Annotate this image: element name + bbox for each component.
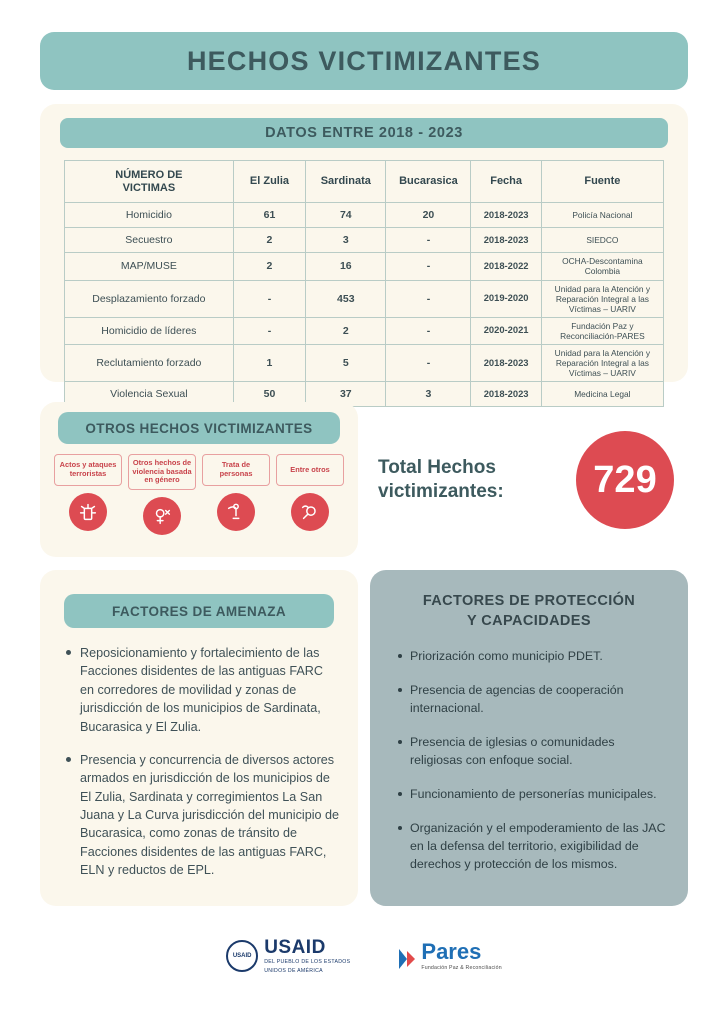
cell-sardinata: 2 <box>306 317 386 344</box>
otros-hechos-item-otros <box>276 454 344 535</box>
cell-bucarasica: - <box>386 228 471 253</box>
col-header-bucarasica: Bucarasica <box>386 161 471 203</box>
total-hechos-label-line2: victimizantes: <box>378 481 504 502</box>
table-row <box>65 253 664 280</box>
page-title: HECHOS VICTIMIZANTES <box>186 45 541 76</box>
total-hechos-block <box>378 430 688 530</box>
col-header-fecha: Fecha <box>471 161 541 203</box>
explosion-icon <box>69 493 107 531</box>
pares-mark-icon <box>396 947 418 971</box>
row-label: Desplazamiento forzado <box>65 280 234 317</box>
victims-table-body <box>65 203 664 407</box>
data-card-header <box>60 118 668 148</box>
otros-hechos-item-genero <box>128 454 196 535</box>
list-item: Priorización como municipio PDET. <box>398 648 666 666</box>
cell-sardinata: 74 <box>306 203 386 228</box>
cell-sardinata: 16 <box>306 253 386 280</box>
total-hechos-badge <box>576 431 674 529</box>
cell-fuente: OCHA-Descontamina Colombia <box>541 253 663 280</box>
table-row <box>65 228 664 253</box>
usaid-sub-line2: UNIDOS DE AMÉRICA <box>264 967 323 974</box>
search-others-icon <box>291 493 329 531</box>
cell-fecha: 2018-2023 <box>471 344 541 381</box>
cell-sardinata: 37 <box>306 382 386 407</box>
cell-fuente: SIEDCO <box>541 228 663 253</box>
cell-fecha: 2018-2023 <box>471 228 541 253</box>
row-label: Homicidio de líderes <box>65 317 234 344</box>
cell-el-zulia: 2 <box>233 253 305 280</box>
victims-table-wrapper <box>64 160 664 407</box>
factores-proteccion-title <box>392 592 666 631</box>
otros-hechos-item-terrorismo <box>54 454 122 535</box>
table-row <box>65 203 664 228</box>
pares-logo <box>396 941 501 971</box>
cell-fecha: 2020-2021 <box>471 317 541 344</box>
page-title-banner <box>40 32 688 90</box>
list-item: Presencia y concurrencia de diversos actores armados en jurisdicción de los municipios de El Zulia, Sardinata y corregimientos La San Juana y La Curva jurisdicción del municipio de Bucarasica, como zonas de tránsito de Facciones disidentes de las antiguas FARC, ELN y reductos de EPL. <box>66 751 340 880</box>
row-label: Homicidio <box>65 203 234 228</box>
list-item: Reposicionamiento y fortalecimiento de las Facciones disidentes de las antiguas FARC en corredores de movilidad y zonas de jurisdicción de los municipios de Sardinata, Bucarasica y El Zulia. <box>66 644 340 736</box>
table-row <box>65 344 664 381</box>
cell-fecha: 2018-2023 <box>471 382 541 407</box>
factores-proteccion-title-line2: Y CAPACIDADES <box>467 612 591 629</box>
cell-fuente: Unidad para la Atención y Reparación Integral a las Víctimas – UARIV <box>541 280 663 317</box>
victims-table-head <box>65 161 664 203</box>
cell-el-zulia: 61 <box>233 203 305 228</box>
col-header-victims-line1: NÚMERO DE <box>115 169 183 181</box>
cell-el-zulia: - <box>233 317 305 344</box>
cell-fuente: Medicina Legal <box>541 382 663 407</box>
table-row <box>65 317 664 344</box>
usaid-wordmark <box>264 938 350 974</box>
data-card-header-label: DATOS ENTRE 2018 - 2023 <box>265 125 463 141</box>
factores-proteccion-card <box>370 570 688 906</box>
otros-hechos-header-label: OTROS HECHOS VICTIMIZANTES <box>85 420 313 436</box>
pares-sub: Fundación Paz & Reconciliación <box>421 965 502 971</box>
cell-sardinata: 3 <box>306 228 386 253</box>
otros-hechos-item-label: Actos y ataques terroristas <box>54 454 122 486</box>
trafficking-icon <box>217 493 255 531</box>
gender-violence-icon <box>143 497 181 535</box>
col-header-fuente: Fuente <box>541 161 663 203</box>
otros-hechos-item-label: Trata de personas <box>202 454 270 486</box>
usaid-logo <box>226 938 350 974</box>
row-label: Reclutamiento forzado <box>65 344 234 381</box>
pares-wordmark <box>421 941 501 971</box>
row-label: MAP/MUSE <box>65 253 234 280</box>
otros-hechos-item-label: Entre otros <box>276 454 344 486</box>
cell-el-zulia: - <box>233 280 305 317</box>
total-hechos-label <box>378 456 568 504</box>
cell-bucarasica: - <box>386 317 471 344</box>
factores-amenaza-header-label: FACTORES DE AMENAZA <box>111 603 287 619</box>
list-item: Presencia de iglesias o comunidades religiosas con enfoque social. <box>398 734 666 770</box>
usaid-seal-icon <box>226 940 258 972</box>
factores-proteccion-list <box>398 648 666 890</box>
cell-bucarasica: - <box>386 344 471 381</box>
otros-hechos-item-trata <box>202 454 270 535</box>
list-item: Presencia de agencias de cooperación internacional. <box>398 682 666 718</box>
usaid-sub-line1: DEL PUEBLO DE LOS ESTADOS <box>264 959 351 965</box>
otros-hechos-card <box>40 402 358 557</box>
col-header-el-zulia: El Zulia <box>233 161 305 203</box>
row-label: Violencia Sexual <box>65 382 234 407</box>
data-card <box>40 104 688 401</box>
pares-name: Pares <box>421 939 482 964</box>
col-header-victims <box>65 161 234 203</box>
otros-hechos-items <box>54 454 346 535</box>
footer-logos <box>0 938 728 974</box>
cell-sardinata: 5 <box>306 344 386 381</box>
cell-bucarasica: 20 <box>386 203 471 228</box>
usaid-seal-text: USAID <box>232 953 252 959</box>
row-label: Secuestro <box>65 228 234 253</box>
cell-el-zulia: 1 <box>233 344 305 381</box>
table-header-row <box>65 161 664 203</box>
cell-bucarasica: 3 <box>386 382 471 407</box>
cell-bucarasica: - <box>386 253 471 280</box>
factores-proteccion-title-line1: FACTORES DE PROTECCIÓN <box>422 593 636 609</box>
cell-fuente: Policía Nacional <box>541 203 663 228</box>
otros-hechos-item-label: Otros hechos de violencia basada en género <box>128 454 196 490</box>
factores-amenaza-card <box>40 570 358 906</box>
cell-fuente: Fundación Paz y Reconciliación-PARES <box>541 317 663 344</box>
cell-sardinata: 453 <box>306 280 386 317</box>
usaid-name: USAID <box>264 937 326 958</box>
factores-amenaza-header <box>64 594 334 628</box>
cell-fuente: Unidad para la Atención y Reparación Integral a las Víctimas – UARIV <box>541 344 663 381</box>
otros-hechos-header <box>58 412 340 444</box>
cell-el-zulia: 2 <box>233 228 305 253</box>
cell-fecha: 2018-2023 <box>471 203 541 228</box>
victims-table <box>64 160 664 407</box>
cell-fecha: 2019-2020 <box>471 280 541 317</box>
factores-amenaza-list <box>66 644 340 895</box>
list-item: Organización y el empoderamiento de las JAC en la defensa del territorio, exigibilidad de derechos y protección de los mismos. <box>398 820 666 874</box>
col-header-sardinata: Sardinata <box>306 161 386 203</box>
total-hechos-label-line1: Total Hechos <box>378 457 496 479</box>
cell-el-zulia: 50 <box>233 382 305 407</box>
cell-fecha: 2018-2022 <box>471 253 541 280</box>
cell-bucarasica: - <box>386 280 471 317</box>
table-row <box>65 280 664 317</box>
col-header-victims-line2: VICTIMAS <box>122 181 176 194</box>
list-item: Funcionamiento de personerías municipales. <box>398 786 666 804</box>
total-hechos-value: 729 <box>593 458 657 501</box>
